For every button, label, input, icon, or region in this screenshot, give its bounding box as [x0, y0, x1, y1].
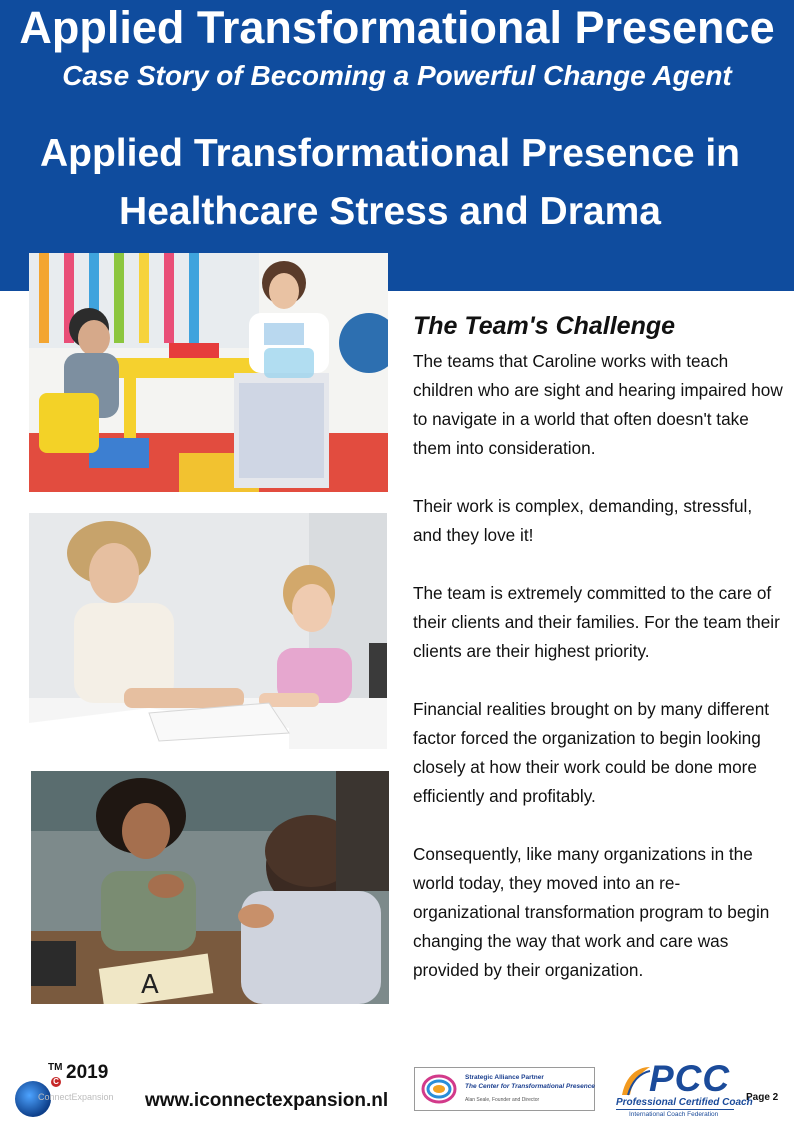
- copyright-icon: C: [51, 1077, 61, 1087]
- page-subtitle: Case Story of Becoming a Powerful Change Agent: [62, 60, 732, 91]
- section-heading: Applied Transformational Presence in Healthcare Stress and Drama: [39, 132, 741, 233]
- article-heading: The Team's Challenge: [413, 312, 676, 340]
- pcc-swoosh-icon: [618, 1063, 652, 1099]
- article-paragraph: Consequently, like many organizations in the world today, they moved into an re-organizational transformation program to begin changing the way that work and care was provided by their organization.: [413, 844, 770, 980]
- pcc-divider: [616, 1109, 734, 1110]
- footer-year: 2019: [66, 1062, 109, 1083]
- article-paragraph: Financial realities brought on by many different factor forced the organization to begin looking closely at how their work could be done more efficiently and profitably.: [413, 699, 770, 806]
- photo-sign-language: [31, 771, 389, 1004]
- photo-braille-reading: [29, 513, 387, 749]
- partner-swirl-icon: [421, 1073, 457, 1105]
- partner-title: Strategic Alliance Partner: [465, 1074, 544, 1081]
- article-paragraph: The team is extremely committed to the care of their clients and their families. For the team their clients are their highest priority.: [413, 583, 780, 661]
- website-link[interactable]: www.iconnectexpansion.nl: [145, 1090, 389, 1111]
- header-banner: [0, 0, 794, 291]
- pcc-credential: Professional Certified Coach: [616, 1097, 753, 1108]
- page-title: Applied Transformational Presence: [19, 2, 775, 53]
- logo-text: ConnectExpansion: [38, 1092, 114, 1102]
- partner-name: The Center for Transformational Presence: [465, 1083, 595, 1090]
- article: [413, 309, 783, 1014]
- pcc-badge: [614, 1058, 753, 1123]
- pcc-word: PCC: [649, 1058, 731, 1099]
- page-number: Page 2: [746, 1092, 779, 1103]
- partner-logo-box: [414, 1067, 595, 1111]
- svg-text:A: A: [141, 970, 159, 1000]
- article-paragraph: Their work is complex, demanding, stressful, and they love it!: [413, 496, 753, 545]
- article-paragraph: The teams that Caroline works with teach children who are sight and hearing impaired how to navigate in a world that often doesn't take them into consideration.: [413, 351, 783, 458]
- trademark-mark: TM: [48, 1062, 63, 1073]
- photo-classroom: [29, 253, 388, 492]
- pcc-organization: International Coach Federation: [629, 1111, 719, 1118]
- partner-founder: Alan Seale, Founder and Director: [465, 1097, 540, 1103]
